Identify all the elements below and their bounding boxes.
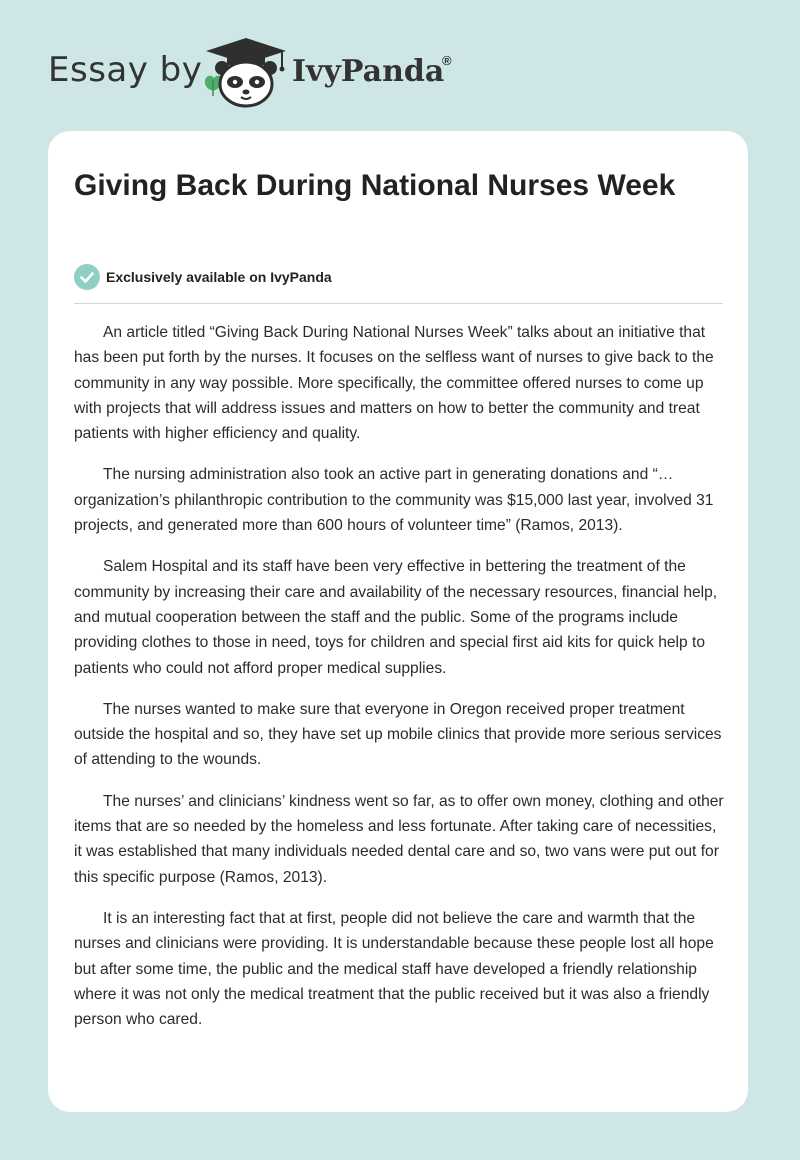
- brand-name: IvyPanda: [292, 54, 445, 89]
- exclusive-badge: [74, 264, 332, 290]
- badge-text: Exclusively available on IvyPanda: [106, 269, 332, 285]
- check-circle-icon: [74, 264, 100, 290]
- paragraph: The nursing administration also took an active part in generating donations and “… organization’s philanthropic contribution to the community was $15,000 last year, involved 31 projects, and generated more than 600 hours of volunteer time” (Ramos, 2013).: [74, 466, 714, 535]
- paragraph: An article titled “Giving Back During National Nurses Week” talks about an initiative that has been put forth by the nurses. It focuses on the selfless want of nurses to give back to the community in any way possible. More specifically, the committee offered nurses to come up with projects that will address issues and matters on how to better the community and treat patients with higher efficiency and quality.: [74, 324, 714, 443]
- divider: [74, 303, 723, 304]
- site-header: [0, 0, 800, 130]
- registered-mark: ®: [442, 53, 452, 68]
- essay-body: [74, 320, 725, 1048]
- paragraph: Salem Hospital and its staff have been very effective in bettering the treatment of the community by increasing their care and availability of the necessary resources, financial help, and mutual cooperation between the staff and the public. Some of the programs include providing clothes to those in need, toys for children and special first aid kits for quick help to patients who could not afford proper medical supplies.: [74, 558, 718, 677]
- panda-graduate-icon: [200, 34, 292, 108]
- paragraph: The nurses wanted to make sure that everyone in Oregon received proper treatment outside the hospital and so, they have set up mobile clinics that provide more serious services of attending to the wounds.: [74, 700, 722, 769]
- essay-card: [48, 131, 748, 1112]
- brand-prefix: Essay by: [48, 50, 203, 90]
- paragraph: The nurses’ and clinicians’ kindness went so far, as to offer own money, clothing and other items that are so needed by the homeless and less fortunate. After taking care of necessities, it was established that many individuals needed dental care and so, two vans were put out for this specific purpose (Ramos, 2013).: [74, 792, 724, 886]
- paragraph: It is an interesting fact that at first, people did not believe the care and warmth that the nurses and clinicians were providing. It is understandable because these people lost all hope but after some time, the public and the medical staff have developed a friendly relationship where it was not only the medical treatment that the public received but it was also a friendly person who cared.: [74, 909, 714, 1029]
- page-title: Giving Back During National Nurses Week: [74, 169, 676, 202]
